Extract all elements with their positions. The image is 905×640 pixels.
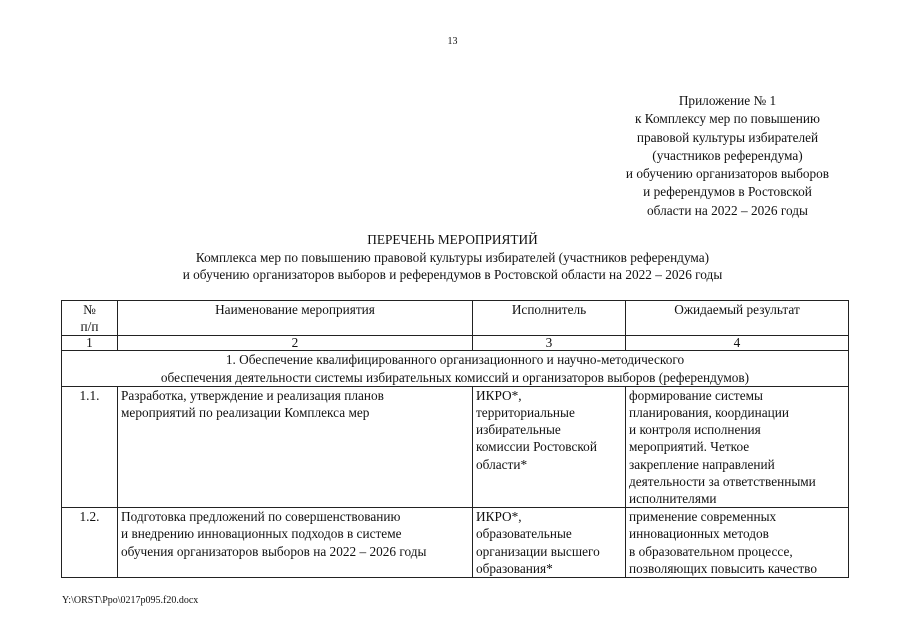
column-number: 1 [62,336,118,351]
appendix-line: (участников референдума) [652,147,803,163]
row-executor: ИКРО*, образовательные организации высшего образования* [473,508,626,578]
file-path-footer: Y:\ORST\Ppo\0217p095.f20.docx [62,595,199,606]
row-name: Разработка, утверждение и реализация планов мероприятий по реализации Комплекса мер [118,386,473,507]
appendix-line: и обучению организаторов выборов [625,166,830,182]
header-name: Наименование мероприятия [118,301,473,336]
row-number: 1.2. [62,508,118,578]
row-number: 1.1. [62,386,118,507]
page-number: 13 [447,36,458,47]
appendix-line: правовой культуры избирателей [636,129,819,145]
table-header-row [62,301,849,336]
appendix-header [575,92,880,220]
appendix-line: и референдумов в Ростовской [643,184,812,200]
document-title [0,231,905,284]
column-numbers-row [62,336,849,351]
column-number: 2 [118,336,473,351]
column-number: 4 [626,336,849,351]
column-number: 3 [473,336,626,351]
appendix-line: к Комплексу мер по повышению [635,111,820,127]
section-row [62,351,849,386]
row-executor: ИКРО*, территориальные избирательные комиссии Ростовской области* [473,386,626,507]
header-number: № п/п [62,301,118,336]
row-name: Подготовка предложений по совершенствованию и внедрению инновационных подходов в системе обучения организаторов выборов на 2022 – 2026 годы [118,508,473,578]
header-result: Ожидаемый результат [626,301,849,336]
table-row [62,386,849,507]
row-result: формирование системы планирования, координации и контроля исполнения мероприятий. Четкое закрепление направлений деятельности за ответственными исполнителями [626,386,849,507]
title-subtitle-1: Комплекса мер по повышению правовой культуры избирателей (участников референдума) [195,249,710,265]
title-subtitle-2: и обучению организаторов выборов и референдумов в Ростовской области на 2022 – 2026 годы [182,267,723,282]
title-heading: ПЕРЕЧЕНЬ МЕРОПРИЯТИЙ [367,232,538,247]
row-result: применение современных инновационных методов в образовательном процессе, позволяющих повысить качество [626,508,849,578]
section-title: 1. Обеспечение квалифицированного организационного и научно-методического обеспечения деятельности системы избирательных комиссий и организаторов выборов (референдумов) [62,351,849,386]
appendix-line: Приложение № 1 [678,93,777,108]
header-executor: Исполнитель [473,301,626,336]
measures-table [61,300,849,578]
appendix-line: области на 2022 – 2026 годы [646,202,808,218]
table-row [62,508,849,578]
